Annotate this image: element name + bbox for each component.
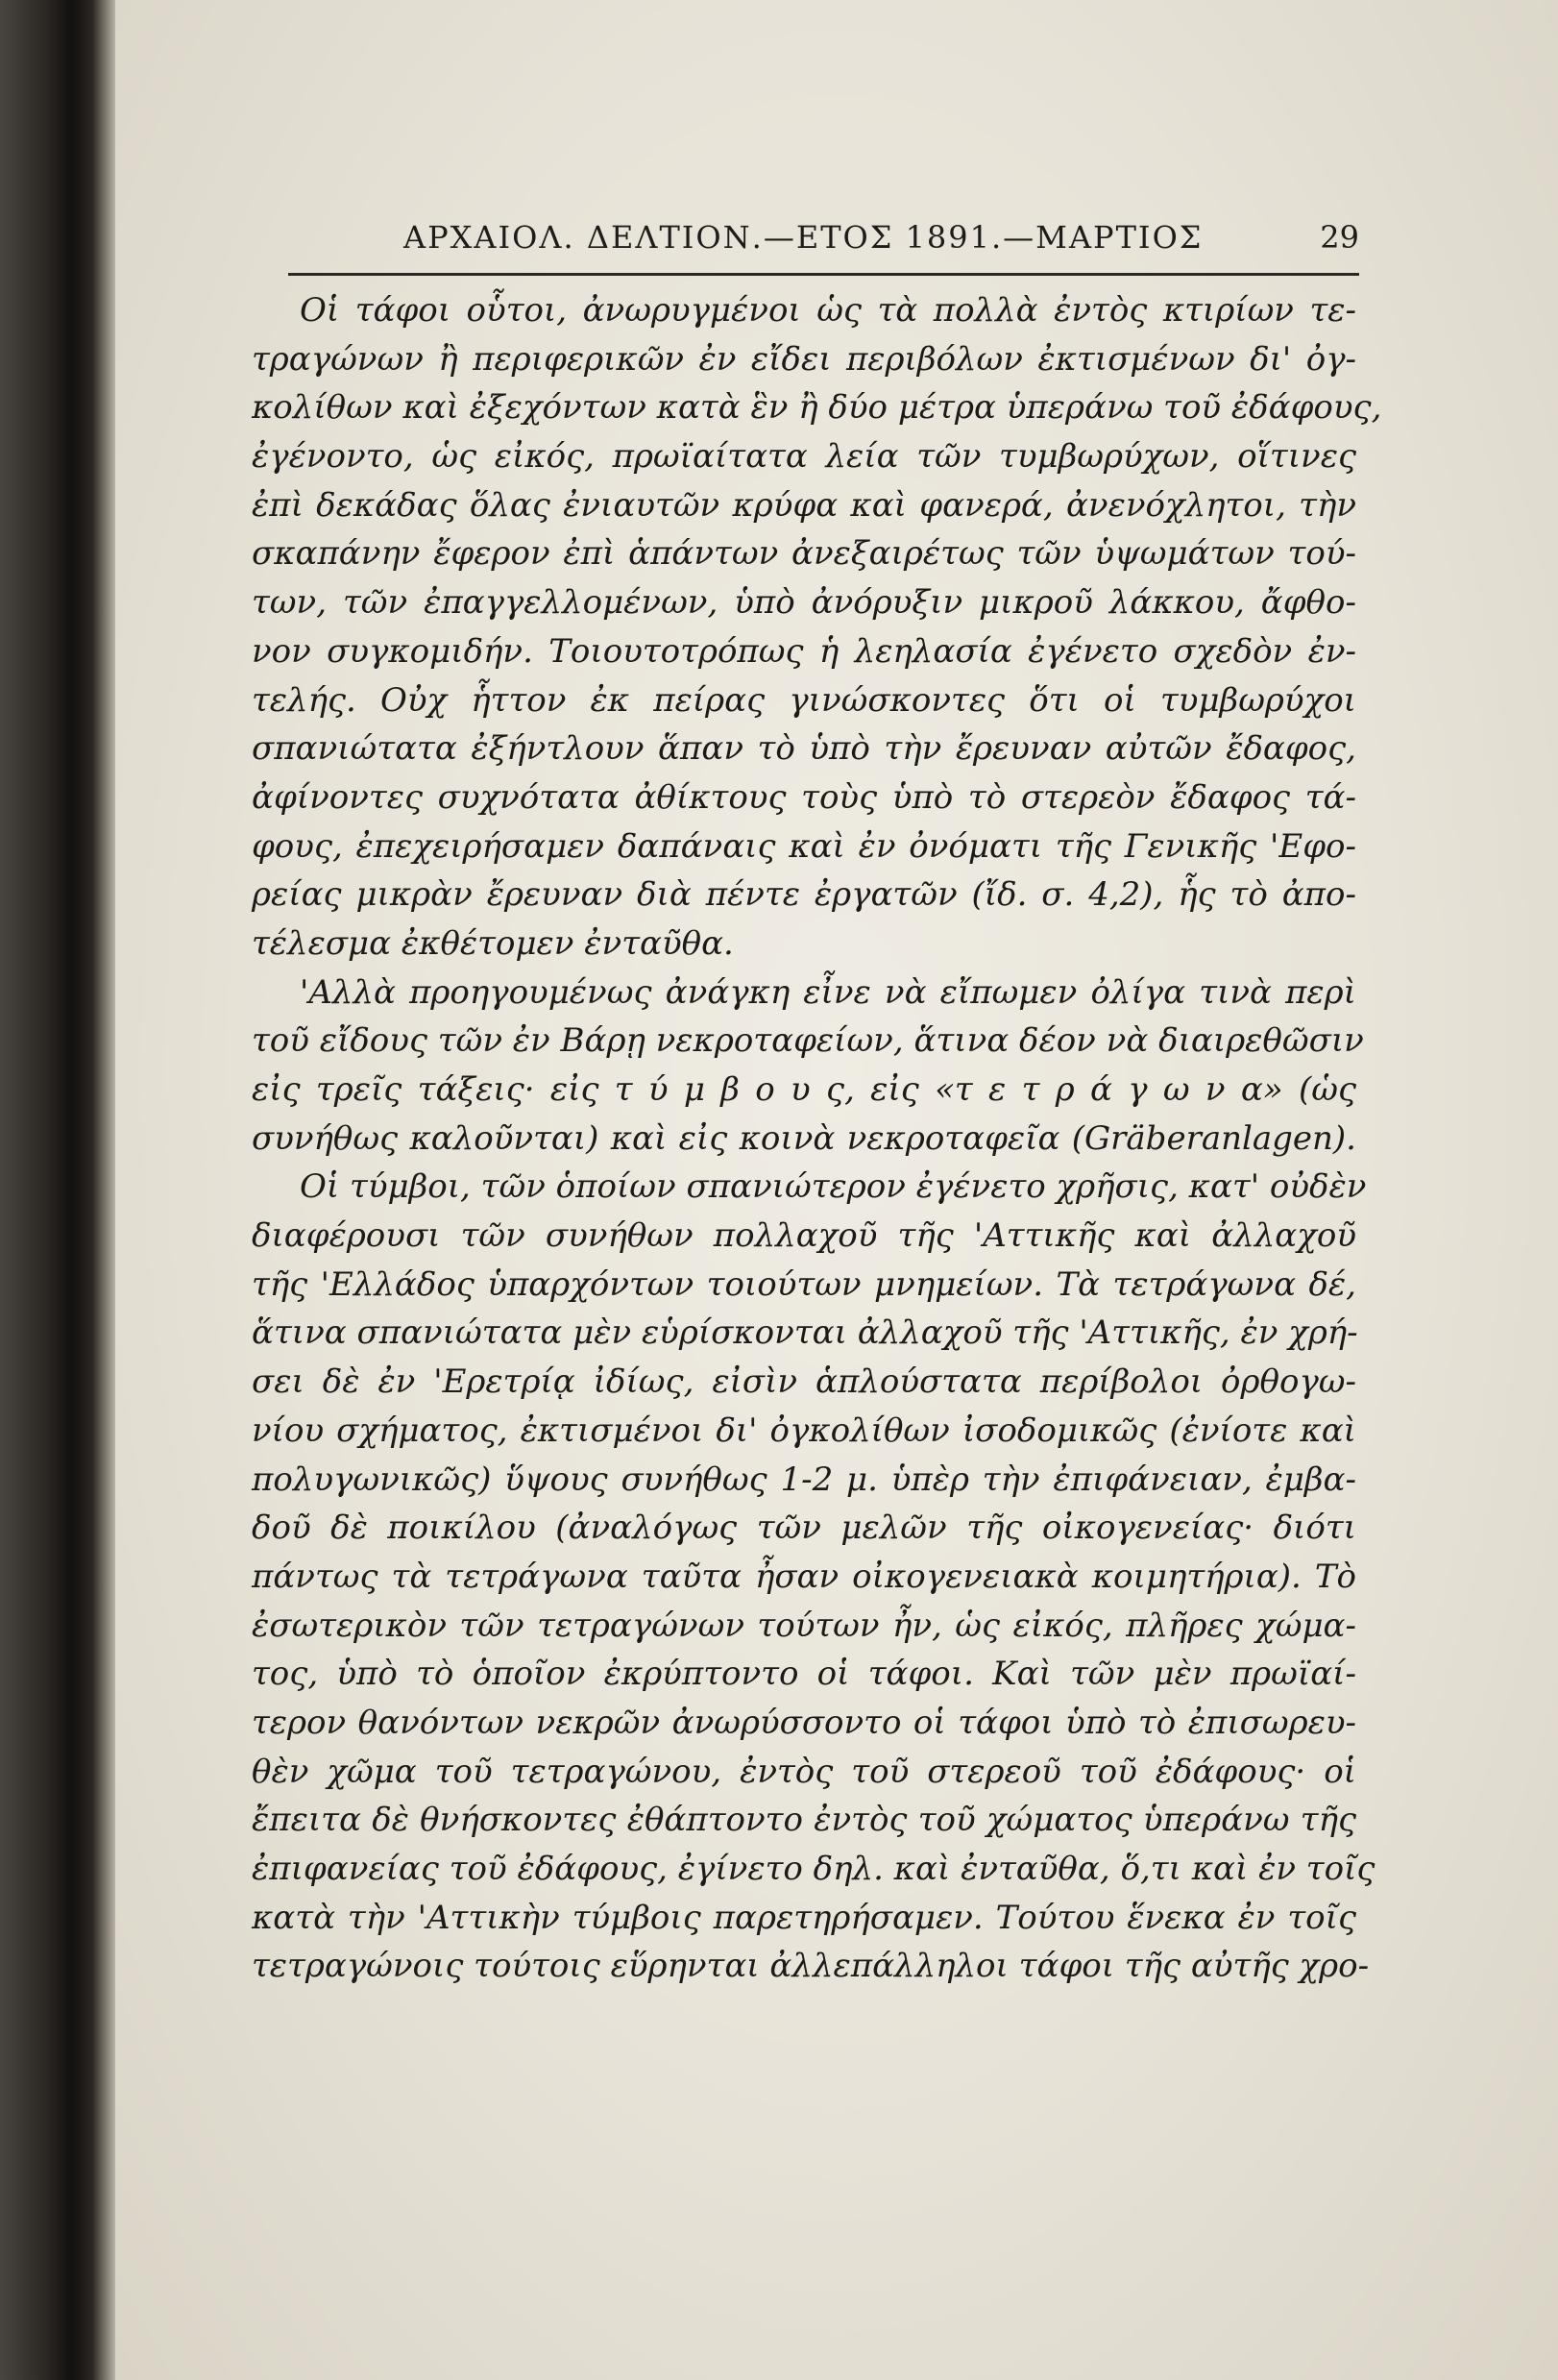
text-line: δοῦ δὲ ποικίλου (ἀναλόγως τῶν μελῶν τῆς οἰκογενείας· διότι xyxy=(252,1509,1356,1548)
text-line: τέλεσμα ἐκθέτομεν ἐνταῦθα. xyxy=(252,923,734,963)
text-line: συνήθως καλοῦνται) καὶ εἰς κοινὰ νεκροταφεῖα (Gräberanlagen). xyxy=(252,1118,1356,1158)
running-head xyxy=(288,219,1359,263)
text-line: εἰς τρεῖς τάξεις· εἰς τ ύ μ β ο υ ς, εἰς «τ ε τ ρ ά γ ω ν α» (ὡς xyxy=(252,1070,1356,1109)
body-text xyxy=(252,286,1382,1991)
text-line: ἔπειτα δὲ θνήσκοντες ἐθάπτοντο ἐντὸς τοῦ χώματος ὑπεράνω τῆς xyxy=(252,1801,1356,1840)
text-line: πολυγωνικῶς) ὕψους συνήθως 1-2 μ. ὑπὲρ τὴν ἐπιφάνειαν, ἐμβα- xyxy=(252,1460,1356,1499)
text-line: κολίθων καὶ ἐξεχόντων κατὰ ἓν ἢ δύο μέτρα ὑπεράνω τοῦ ἐδάφους, xyxy=(252,388,1382,428)
page-number: 29 xyxy=(1320,219,1359,256)
text-line: ἀφίνοντες συχνότατα ἀθίκτους τοὺς ὑπὸ τὸ στερεὸν ἔδαφος τά- xyxy=(252,777,1356,817)
text-line: κατὰ τὴν 'Αττικὴν τύμβοις παρετηρήσαμεν. Τούτου ἕνεκα ἐν τοῖς xyxy=(252,1898,1356,1937)
book-gutter-shadow xyxy=(0,0,115,2380)
text-line: τῆς 'Ελλάδος ὑπαρχόντων τοιούτων μνημείων. Τὰ τετράγωνα δέ, xyxy=(252,1264,1356,1304)
text-line: ρείας μικρὰν ἔρευναν διὰ πέντε ἐργατῶν (ἴδ. σ. 4,2), ἧς τὸ ἀπο- xyxy=(252,875,1356,915)
running-title: ΑΡΧΑΙΟΛ. ΔΕΛΤΙΟΝ.—ΕΤΟΣ 1891.—ΜΑΡΤΙΟΣ xyxy=(403,219,1204,256)
text-line: φους, ἐπεχειρήσαμεν δαπάναις καὶ ἐν ὀνόματι τῆς Γενικῆς 'Εφο- xyxy=(252,826,1356,866)
text-line: τραγώνων ἢ περιφερικῶν ἐν εἴδει περιβόλων ἐκτισμένων δι' ὀγ- xyxy=(252,339,1356,379)
text-line: Οἱ τάφοι οὗτοι, ἀνωρυγμένοι ὡς τὰ πολλὰ ἐντὸς κτιρίων τε- xyxy=(300,291,1356,330)
text-line: των, τῶν ἐπαγγελλομένων, ὑπὸ ἀνόρυξιν μικροῦ λάκκου, ἄφθο- xyxy=(252,583,1356,623)
text-line: διαφέρουσι τῶν συνήθων πολλαχοῦ τῆς 'Αττικῆς καὶ ἀλλαχοῦ xyxy=(252,1216,1356,1256)
text-line: ἐπὶ δεκάδας ὅλας ἐνιαυτῶν κρύφα καὶ φανερά, ἀνενόχλητοι, τὴν xyxy=(252,485,1356,525)
text-line: ἐσωτερικὸν τῶν τετραγώνων τούτων ἦν, ὡς εἰκός, πλῆρες χώμα- xyxy=(252,1606,1356,1645)
text-line: ἐπιφανείας τοῦ ἐδάφους, ἐγίνετο δηλ. καὶ ἐνταῦθα, ὅ,τι καὶ ἐν τοῖς xyxy=(252,1850,1375,1888)
text-line: σκαπάνην ἔφερον ἐπὶ ἁπάντων ἀνεξαιρέτως τῶν ὑψωμάτων τού- xyxy=(252,534,1356,574)
text-line: θὲν χῶμα τοῦ τετραγώνου, ἐντὸς τοῦ στερεοῦ τοῦ ἐδάφους· οἱ xyxy=(252,1752,1356,1791)
text-line: τοῦ εἴδους τῶν ἐν Βάρῃ νεκροταφείων, ἅτινα δέον νὰ διαιρεθῶσιν xyxy=(252,1021,1364,1061)
text-line: 'Αλλὰ προηγουμένως ἀνάγκη εἶνε νὰ εἴπωμεν ὀλίγα τινὰ περὶ xyxy=(300,972,1356,1012)
text-line: Οἱ τύμβοι, τῶν ὁποίων σπανιώτερον ἐγένετο χρῆσις, κατ' οὐδὲν xyxy=(300,1167,1367,1207)
text-line: πάντως τὰ τετράγωνα ταῦτα ἦσαν οἰκογενειακὰ κοιμητήρια). Τὸ xyxy=(252,1557,1356,1596)
text-line: σει δὲ ἐν 'Ερετρίᾳ ἰδίως, εἰσὶν ἁπλούστατα περίβολοι ὀρθογω- xyxy=(252,1362,1356,1402)
text-line: ἐγένοντο, ὡς εἰκός, πρωϊαίτατα λεία τῶν τυμβωρύχων, οἵτινες xyxy=(252,437,1356,477)
text-line: ἅτινα σπανιώτατα μὲν εὑρίσκονται ἀλλαχοῦ τῆς 'Αττικῆς, ἐν χρή- xyxy=(252,1313,1358,1353)
header-rule xyxy=(288,273,1359,276)
text-line: τετραγώνοις τούτοις εὕρηνται ἀλλεπάλληλοι τάφοι τῆς αὐτῆς χρο- xyxy=(252,1947,1370,1986)
text-line: τελής. Οὐχ ἧττον ἐκ πείρας γινώσκοντες ὅτι οἱ τυμβωρύχοι xyxy=(252,680,1356,720)
text-line: σπανιώτατα ἐξήντλουν ἅπαν τὸ ὑπὸ τὴν ἔρευναν αὐτῶν ἔδαφος, xyxy=(252,729,1356,769)
text-line: νίου σχήματος, ἐκτισμένοι δι' ὀγκολίθων ἰσοδομικῶς (ἐνίοτε καὶ xyxy=(252,1411,1356,1450)
text-line: νον συγκομιδήν. Τοιουτοτρόπως ἡ λεηλασία ἐγένετο σχεδὸν ἐν- xyxy=(252,631,1356,671)
text-line: τος, ὑπὸ τὸ ὁποῖον ἐκρύπτοντο οἱ τάφοι. Καὶ τῶν μὲν πρωϊαί- xyxy=(252,1655,1356,1694)
text-line: τερον θανόντων νεκρῶν ἀνωρύσσοντο οἱ τάφοι ὑπὸ τὸ ἐπισωρευ- xyxy=(252,1703,1356,1742)
